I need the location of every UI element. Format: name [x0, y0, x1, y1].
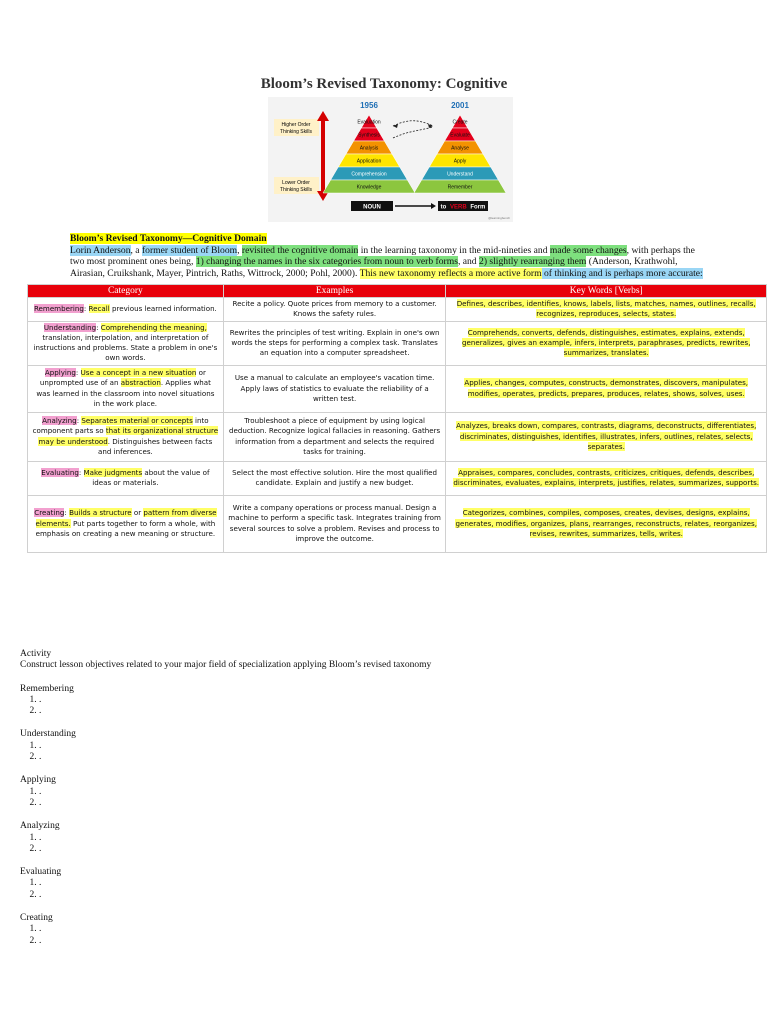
table-row — [28, 495, 767, 552]
figure-credit: @learningbench — [488, 216, 510, 220]
old-level-label: Evaluation — [357, 119, 381, 126]
category-cell: Applying: Use a concept in a new situation or unprompted use of an abstraction. Applies what was learned in the classroom into novel situations in the work place. — [28, 365, 224, 412]
keywords-cell: Analyzes, breaks down, compares, contrasts, diagrams, deconstructs, differentiates, discriminates, distinguishes, identifies, illustrates, infers, outlines, relates, selects, separates. — [446, 412, 767, 461]
activity-section-label: Analyzing — [20, 821, 60, 832]
intro-span-student: former student of Bloom — [141, 244, 238, 256]
examples-cell: Recite a policy. Quote prices from memory to a customer. Knows the safety rules. — [223, 298, 446, 322]
svg-text:to VERB Form — [441, 205, 486, 211]
category-cell: Remembering: Recall previous learned information. — [28, 298, 224, 322]
year-1956: 1956 — [360, 101, 378, 110]
table-row — [28, 412, 767, 461]
activity-instruction: Construct lesson objectives related to your major field of specialization applying Bloom’s revised taxonomy — [20, 660, 432, 671]
category-name: Understanding — [43, 322, 97, 332]
intro-span-active: This new taxonomy reflects a more active form — [359, 267, 542, 279]
examples-cell: Write a company operations or process manual. Design a machine to perform a specific task. Integrates training from several sources to solve a problem. Revises and process to improve the outcome. — [223, 495, 446, 552]
objective-list — [20, 787, 431, 810]
old-level-label: Knowledge — [356, 184, 382, 191]
noun-label: NOUN — [363, 204, 381, 211]
objective-list — [20, 695, 431, 718]
activity-section-label: Creating — [20, 913, 53, 924]
category-name: Analyzing — [42, 416, 77, 426]
old-level-label: Comprehension — [351, 171, 387, 178]
objective-item[interactable]: 2. . — [39, 936, 431, 947]
examples-cell: Select the most effective solution. Hire the most qualified candidate. Explain and justify a new budget. — [223, 461, 446, 495]
new-level-label: Apply — [453, 158, 467, 165]
new-level-label: Create — [452, 119, 468, 126]
activity-heading: Activity — [20, 649, 52, 659]
intro-span-change2: 2) slightly rearranging them — [479, 256, 587, 267]
lower-order-label-1: Lower Order — [282, 180, 310, 186]
activity-section — [20, 649, 431, 947]
keywords-cell: Appraises, compares, concludes, contrasts, criticizes, critiques, defends, describes, discriminates, evaluates, explains, interprets, justifies, relates, summarizes, supports. — [446, 461, 767, 495]
objective-item[interactable]: 1. . — [39, 695, 431, 706]
form-label: Form — [470, 204, 486, 211]
objective-item[interactable]: 1. . — [39, 878, 431, 889]
examples-cell: Troubleshoot a piece of equipment by using logical deduction. Recognize logical fallacies in reasoning. Gathers information from a department and selects the required tasks for training. — [223, 412, 446, 461]
intro-span-accurate: of thinking and is perhaps more accurate: — [541, 267, 703, 279]
old-level-label: Application — [356, 158, 382, 165]
objective-item[interactable]: 1. . — [39, 741, 431, 752]
objective-item[interactable]: 2. . — [39, 844, 431, 855]
category-name: Remembering — [33, 304, 84, 314]
activity-section-remembering — [20, 684, 431, 718]
activity-section-label: Evaluating — [20, 867, 62, 878]
category-cell: Understanding: Comprehending the meaning, translation, interpolation, and interpretation of instructions and problems. State a problem in one's own words. — [28, 321, 224, 365]
examples-cell: Use a manual to calculate an employee's vacation time. Apply laws of statistics to evaluate the reliability of a written test. — [223, 365, 446, 412]
objective-item[interactable]: 1. . — [39, 833, 431, 844]
keywords-cell: Comprehends, converts, defends, distinguishes, estimates, explains, extends, generalizes, gives an example, infers, interprets, paraphrases, predicts, rewrites, summarizes, translates. — [446, 321, 767, 365]
objective-item[interactable]: 2. . — [39, 752, 431, 763]
activity-section-creating — [20, 913, 431, 947]
keywords-cell: Categorizes, combines, compiles, composes, creates, devises, designs, explains, generates, modifies, organizes, plans, rearranges, reconstructs, relates, reorganizes, revises, rewrites, summarizes, tells, writes. — [446, 495, 767, 552]
category-cell: Analyzing: Separates material or concepts into component parts so that its organizational structure may be understood. Distinguishes between facts and inferences. — [28, 412, 224, 461]
objective-item[interactable]: 2. . — [39, 798, 431, 809]
activity-section-understanding — [20, 729, 431, 763]
table-row — [28, 321, 767, 365]
page-title: Bloom’s Revised Taxonomy: Cognitive — [260, 76, 508, 92]
higher-order-label-2: Thinking Skills — [280, 129, 312, 135]
keywords-cell: Applies, changes, computes, constructs, demonstrates, discovers, manipulates, modifies, operates, predicts, prepares, produces, relates, shows, solves, uses. — [446, 365, 767, 412]
column-header-examples: Examples — [223, 285, 446, 298]
lower-order-label-2: Thinking Skills — [280, 187, 312, 193]
intro-heading: Bloom’s Revised Taxonomy—Cognitive Domain — [70, 233, 267, 244]
old-level-label: Analysis — [359, 145, 379, 152]
category-name: Evaluating — [41, 467, 79, 477]
year-2001: 2001 — [451, 101, 469, 110]
new-level-label: Remember — [447, 184, 473, 191]
column-header-category: Category — [28, 285, 224, 298]
new-level-label: Analyse — [451, 145, 469, 152]
activity-section-label: Applying — [20, 775, 56, 786]
verb-label: VERB — [450, 204, 467, 211]
intro-span-revisited: revisited the cognitive domain — [241, 244, 359, 256]
activity-section-label: Remembering — [20, 683, 74, 694]
intro-span-changes: made some changes — [549, 244, 627, 256]
objective-item[interactable]: 1. . — [39, 787, 431, 798]
objective-item[interactable]: 2. . — [39, 890, 431, 901]
examples-cell: Rewrites the principles of test writing. Explain in one's own words the steps for performing a complex task. Translates an equation into a computer spreadsheet. — [223, 321, 446, 365]
activity-section-evaluating — [20, 867, 431, 901]
activity-section-analyzing — [20, 821, 431, 855]
intro-span-change1: 1) changing the names in the six categories from noun to verb forms — [195, 256, 458, 267]
keywords-cell: Defines, describes, identifies, knows, labels, lists, matches, names, outlines, recalls, recognizes, reproduces, selects, states. — [446, 298, 767, 322]
new-level-label: Understand — [447, 171, 473, 178]
old-level-label: Synthesis — [358, 132, 380, 139]
category-cell: Creating: Builds a structure or pattern from diverse elements. Put parts together to form a whole, with emphasis on creating a new meaning or structure. — [28, 495, 224, 552]
table-row — [28, 298, 767, 322]
category-cell: Evaluating: Make judgments about the value of ideas or materials. — [28, 461, 224, 495]
objective-list — [20, 924, 431, 947]
table-row — [28, 461, 767, 495]
activity-section-applying — [20, 775, 431, 809]
activity-section-label: Understanding — [20, 729, 76, 740]
taxonomy-table — [27, 284, 767, 553]
to-label: to — [440, 204, 447, 211]
new-level-label: Evaluate — [450, 132, 470, 139]
taxonomy-pyramid-figure — [268, 97, 513, 222]
objective-list — [20, 741, 431, 764]
table-row — [28, 365, 767, 412]
intro-span-anderson: Lorin Anderson — [70, 244, 131, 256]
objective-list — [20, 833, 431, 856]
category-name: Applying — [44, 368, 76, 378]
objective-item[interactable]: 1. . — [39, 924, 431, 935]
category-name: Creating — [34, 508, 65, 518]
intro-paragraph: Bloom’s Revised Taxonomy—Cognitive Domain Lorin Anderson, a former student of Bloom, revisited the cognitive domain in the learning taxonomy in the mid-nineties and made some changes, with perhaps the two most prominent ones being, 1) changing the names in the six categories from noun to verb forms, and 2) slightly rearranging them (Anderson, Krathwohl, Airasian, Cruikshank, Mayer, Pintrich, Raths, Wittrock, 2000; Pohl, 2000). This new taxonomy reflects a more active form of thinking and is perhaps more accurate: — [70, 233, 703, 279]
objective-item[interactable]: 2. . — [39, 706, 431, 717]
higher-order-label-1: Higher Order — [281, 122, 311, 128]
objective-list — [20, 878, 431, 901]
column-header-keywords: Key Words [Verbs] — [446, 285, 767, 298]
